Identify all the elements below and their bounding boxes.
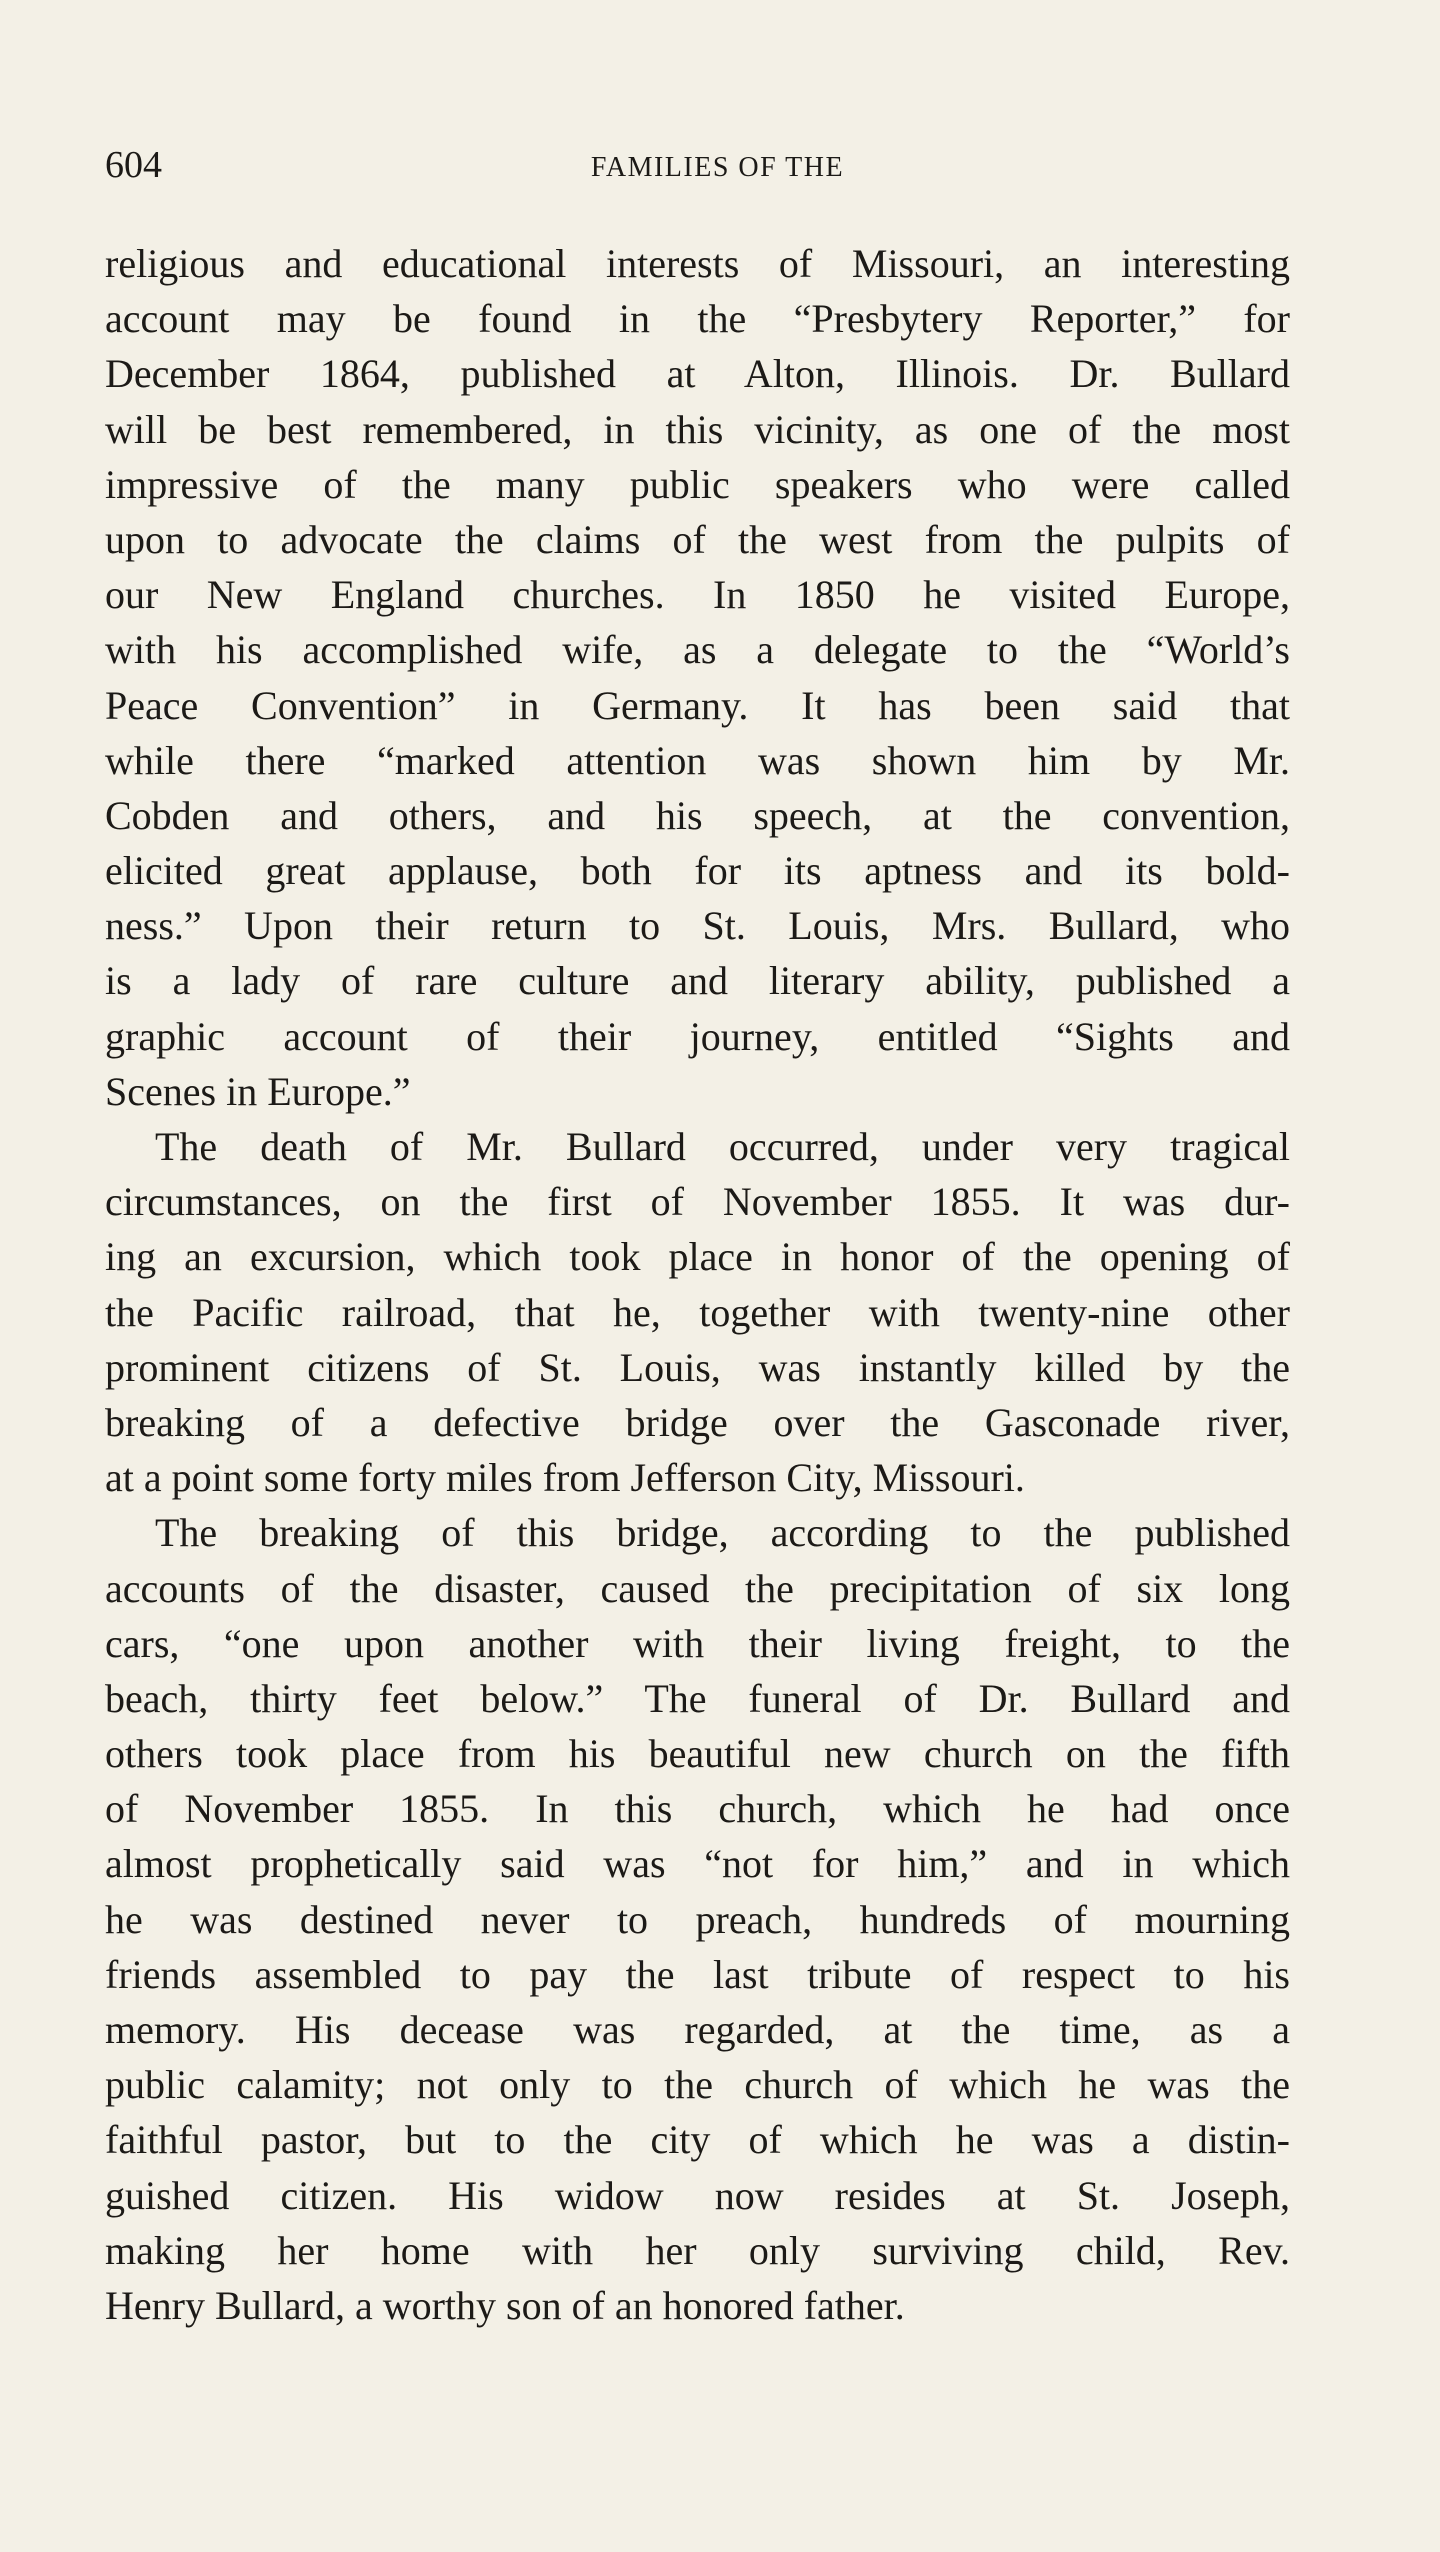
text-line: Henry Bullard, a worthy son of an honored father. <box>105 2282 905 2328</box>
text-line: the Pacific railroad, that he, together with twenty-nine other <box>105 1289 1290 1335</box>
text-line: others took place from his beautiful new church on the fifth <box>105 1731 1290 1777</box>
text-line: cars, “one upon another with their living freight, to the <box>105 1620 1290 1666</box>
text-line: memory. His decease was regarded, at the time, as a <box>105 2007 1290 2052</box>
text-line: at a point some forty miles from Jefferson City, Missouri. <box>105 1455 1025 1501</box>
text-line: circumstances, on the first of November 1855. It was dur- <box>105 1179 1290 1225</box>
running-head: FAMILIES OF THE <box>590 152 845 183</box>
text-line: account may be found in the “Presbytery Reporter,” for <box>105 296 1290 342</box>
text-line: The death of Mr. Bullard occurred, under very tragical <box>155 1124 1290 1169</box>
text-line: while there “marked attention was shown him by Mr. <box>105 737 1290 783</box>
text-line: Peace Convention” in Germany. It has been said that <box>105 682 1290 728</box>
text-line: impressive of the many public speakers who were called <box>105 461 1290 507</box>
text-line: religious and educational interests of Missouri, an interesting <box>105 241 1290 286</box>
text-line: breaking of a defective bridge over the Gasconade river, <box>105 1399 1290 1445</box>
text-line: making her home with her only surviving child, Rev. <box>105 2227 1290 2273</box>
page-number: 604 <box>105 144 162 186</box>
text-line: beach, thirty feet below.” The funeral of Dr. Bullard and <box>105 1675 1290 1721</box>
text-line: he was destined never to preach, hundreds of mourning <box>105 1896 1290 1942</box>
text-line: upon to advocate the claims of the west from the pulpits of <box>105 516 1290 562</box>
text-line: our New England churches. In 1850 he visited Europe, <box>105 572 1290 618</box>
text-line: accounts of the disaster, caused the precipitation of six long <box>105 1565 1290 1611</box>
paragraph <box>105 1119 1290 1505</box>
text-line: almost prophetically said was “not for him,” and in which <box>105 1841 1290 1887</box>
text-line: December 1864, published at Alton, Illinois. Dr. Bullard <box>105 351 1290 397</box>
text-line: friends assembled to pay the last tribute of respect to his <box>105 1951 1290 1997</box>
text-line: prominent citizens of St. Louis, was instantly killed by the <box>105 1344 1290 1390</box>
page-header <box>105 140 1290 190</box>
text-line: public calamity; not only to the church of which he was the <box>105 2062 1290 2108</box>
text-line: guished citizen. His widow now resides at St. Joseph, <box>105 2172 1290 2218</box>
text-line: Scenes in Europe.” <box>105 1068 411 1114</box>
text-line: will be best remembered, in this vicinity, as one of the most <box>105 406 1290 452</box>
text-line: with his accomplished wife, as a delegate to the “World’s <box>105 627 1290 673</box>
paragraph <box>105 236 1290 1119</box>
body-text <box>105 236 1290 2333</box>
text-line: The breaking of this bridge, according to the published <box>155 1510 1290 1556</box>
text-line: graphic account of their journey, entitled “Sights and <box>105 1013 1290 1059</box>
paragraph <box>105 1505 1290 2333</box>
text-line: Cobden and others, and his speech, at the convention, <box>105 792 1290 838</box>
text-line: of November 1855. In this church, which he had once <box>105 1786 1290 1832</box>
text-line: elicited great applause, both for its aptness and its bold- <box>105 848 1290 894</box>
text-line: ing an excursion, which took place in honor of the opening of <box>105 1234 1290 1280</box>
text-line: ness.” Upon their return to St. Louis, Mrs. Bullard, who <box>105 903 1290 949</box>
text-line: is a lady of rare culture and literary ability, published a <box>105 958 1290 1004</box>
text-line: faithful pastor, but to the city of which he was a distin- <box>105 2117 1290 2163</box>
